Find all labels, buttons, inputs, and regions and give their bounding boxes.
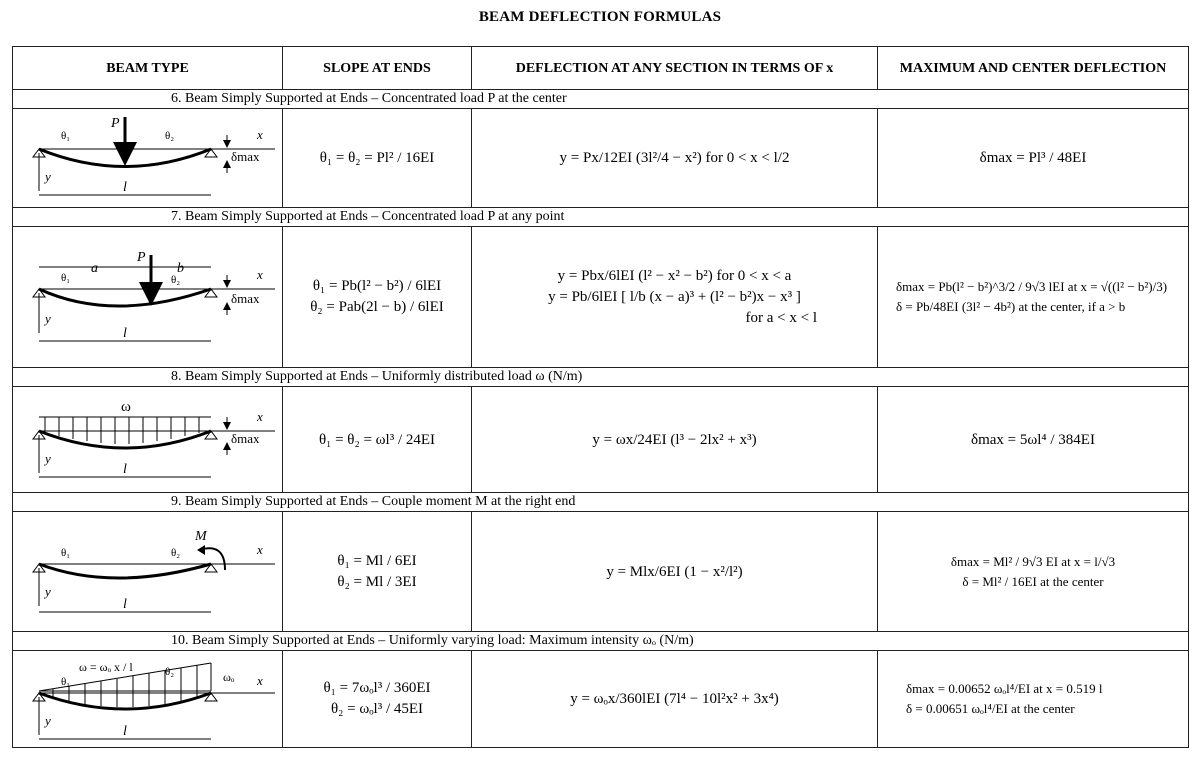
beam-diagram-7 xyxy=(13,227,283,368)
theta1-label: θ₁ xyxy=(61,130,71,142)
span-label-l: l xyxy=(123,326,127,341)
slope-cell-7 xyxy=(283,227,472,368)
beam-varying-load-figure xyxy=(13,651,283,747)
deflection-range-b: for a < x < l xyxy=(745,309,817,326)
max-cell-8 xyxy=(878,387,1189,493)
max-cell-9 xyxy=(878,512,1189,632)
max-deflection-formula: δmax = Ml² / 9√3 EI at x = l/√3 xyxy=(950,553,1116,569)
header-slope: SLOPE AT ENDS xyxy=(283,47,472,90)
slope-cell-10 xyxy=(283,651,472,748)
delta-max-label: δmax xyxy=(231,291,260,306)
slope-formula: θ₁ = θ₂ = ωl³ / 24EI xyxy=(318,431,436,448)
table-row xyxy=(13,109,1189,208)
center-deflection-formula: δ = 0.00651 ωₒl⁴/EI at the center xyxy=(906,701,1075,716)
beam-couple-moment-figure xyxy=(13,512,283,631)
max-deflection-formula: δmax = Pl³ / 48EI xyxy=(979,150,1087,166)
deflection-cell-6 xyxy=(472,109,878,208)
beam-point-load-figure xyxy=(13,227,283,367)
max-deflection-formula: δmax = 5ωl⁴ / 384EI xyxy=(971,431,1095,448)
beam-uniform-load-figure xyxy=(13,387,283,492)
load-label-p: P xyxy=(137,250,146,265)
section-label-6: 6. Beam Simply Supported at Ends – Concentrated load P at the center xyxy=(13,90,1189,109)
y-axis-label: y xyxy=(45,713,51,728)
deflection-cell-8 xyxy=(472,387,878,493)
slope-theta2-formula: θ₂ = Pab(2l − b) / 6lEI xyxy=(310,299,444,315)
header-max-center: MAXIMUM AND CENTER DEFLECTION xyxy=(878,47,1189,90)
slope-cell-9 xyxy=(283,512,472,632)
beam-diagram-9 xyxy=(13,512,283,632)
y-axis-label: y xyxy=(45,311,51,326)
theta2-label: θ₂ xyxy=(171,274,181,286)
beam-center-load-figure xyxy=(13,109,283,207)
deflection-formula: y = ωₒx/360lEI (7l⁴ − 10l²x² + 3x⁴) xyxy=(570,691,779,707)
header-row xyxy=(13,47,1189,90)
a-label: a xyxy=(91,261,98,276)
moment-label-m: M xyxy=(195,529,207,544)
section-label-9: 9. Beam Simply Supported at Ends – Couple moment M at the right end xyxy=(13,493,1189,512)
max-cell-10 xyxy=(878,651,1189,748)
header-beam-type: BEAM TYPE xyxy=(13,47,283,90)
deflection-cell-10 xyxy=(472,651,878,748)
max-cell-6 xyxy=(878,109,1189,208)
max-deflection-formula: δmax = Pb(l² − b²)^3/2 / 9√3 lEI at x = √((l² − b²)/3) xyxy=(896,279,1168,294)
deflection-formula: y = Mlx/6EI (1 − x²/l²) xyxy=(606,563,743,580)
deflection-cell-7 xyxy=(472,227,878,368)
beam-diagram-8 xyxy=(13,387,283,493)
page-title: BEAM DEFLECTION FORMULAS xyxy=(478,9,722,25)
section-row-7 xyxy=(13,208,1189,227)
section-label-10: 10. Beam Simply Supported at Ends – Uniformly varying load: Maximum intensity ωₒ (N/m) xyxy=(13,632,1189,651)
section-row-8 xyxy=(13,368,1189,387)
header-deflection: DEFLECTION AT ANY SECTION IN TERMS OF x xyxy=(472,47,878,90)
theta2-label: θ₂ xyxy=(171,547,181,559)
slope-theta2-formula: θ₂ = Ml / 3EI xyxy=(337,573,417,590)
span-label-l: l xyxy=(123,724,127,739)
table-row xyxy=(13,651,1189,748)
section-row-9 xyxy=(13,493,1189,512)
max-deflection-formula: δmax = 0.00652 ωₒl⁴/EI at x = 0.519 l xyxy=(906,681,1103,696)
span-label-l: l xyxy=(123,597,127,612)
x-axis-label: x xyxy=(257,409,263,424)
section-label-8: 8. Beam Simply Supported at Ends – Uniformly distributed load ω (N/m) xyxy=(13,368,1189,387)
x-axis-label: x xyxy=(257,673,263,688)
slope-theta1-formula: θ₁ = Ml / 6EI xyxy=(337,552,417,569)
load-label-varying: ω = ωₒ x / l xyxy=(79,660,133,674)
span-label-l: l xyxy=(123,462,127,477)
y-axis-label: y xyxy=(45,584,51,599)
slope-theta1-formula: θ₁ = Pb(l² − b²) / 6lEI xyxy=(312,278,442,294)
b-label: b xyxy=(177,261,184,276)
beam-formula-table xyxy=(12,46,1189,748)
table-row xyxy=(13,387,1189,493)
section-label-7: 7. Beam Simply Supported at Ends – Concentrated load P at any point xyxy=(13,208,1189,227)
theta1-label: θ₁ xyxy=(61,676,71,688)
theta1-label: θ₁ xyxy=(61,272,71,284)
x-axis-label: x xyxy=(257,267,263,282)
slope-cell-8 xyxy=(283,387,472,493)
deflection-formula: y = Px/12EI (3l²/4 − x²) for 0 < x < l/2 xyxy=(559,150,790,166)
theta1-label: θ₁ xyxy=(61,547,71,559)
omega-o-label: ωₒ xyxy=(223,670,235,684)
delta-max-label: δmax xyxy=(231,149,260,164)
deflection-formula: y = ωx/24EI (l³ − 2lx² + x³) xyxy=(592,431,757,448)
deflection-formula-b: y = Pb/6lEI [ l/b (x − a)³ + (l² − b²)x − x³ ] xyxy=(548,288,801,305)
delta-max-label: δmax xyxy=(231,431,260,446)
load-label-p: P xyxy=(111,116,120,131)
load-label-omega: ω xyxy=(121,399,131,415)
x-axis-label: x xyxy=(257,127,263,142)
deflection-cell-9 xyxy=(472,512,878,632)
theta2-label: θ₂ xyxy=(165,666,175,678)
center-deflection-formula: δ = Ml² / 16EI at the center xyxy=(962,573,1104,589)
y-axis-label: y xyxy=(45,451,51,466)
slope-theta1-formula: θ₁ = 7ωₒl³ / 360EI xyxy=(323,680,431,696)
beam-diagram-6 xyxy=(13,109,283,208)
slope-formula: θ₁ = θ₂ = Pl² / 16EI xyxy=(319,150,435,166)
x-axis-label: x xyxy=(257,542,263,557)
theta2-label: θ₂ xyxy=(165,130,175,142)
span-label-l: l xyxy=(123,180,127,195)
table-row xyxy=(13,512,1189,632)
center-deflection-formula: δ = Pb/48EI (3l² − 4b²) at the center, if a > b xyxy=(896,299,1126,314)
slope-theta2-formula: θ₂ = ωₒl³ / 45EI xyxy=(330,701,424,717)
section-row-10 xyxy=(13,632,1189,651)
deflection-formula-a: y = Pbx/6lEI (l² − x² − b²) for 0 < x < a xyxy=(557,267,792,284)
slope-cell-6 xyxy=(283,109,472,208)
y-axis-label: y xyxy=(45,169,51,184)
section-row-6 xyxy=(13,90,1189,109)
max-cell-7 xyxy=(878,227,1189,368)
table-row xyxy=(13,227,1189,368)
beam-diagram-10 xyxy=(13,651,283,748)
